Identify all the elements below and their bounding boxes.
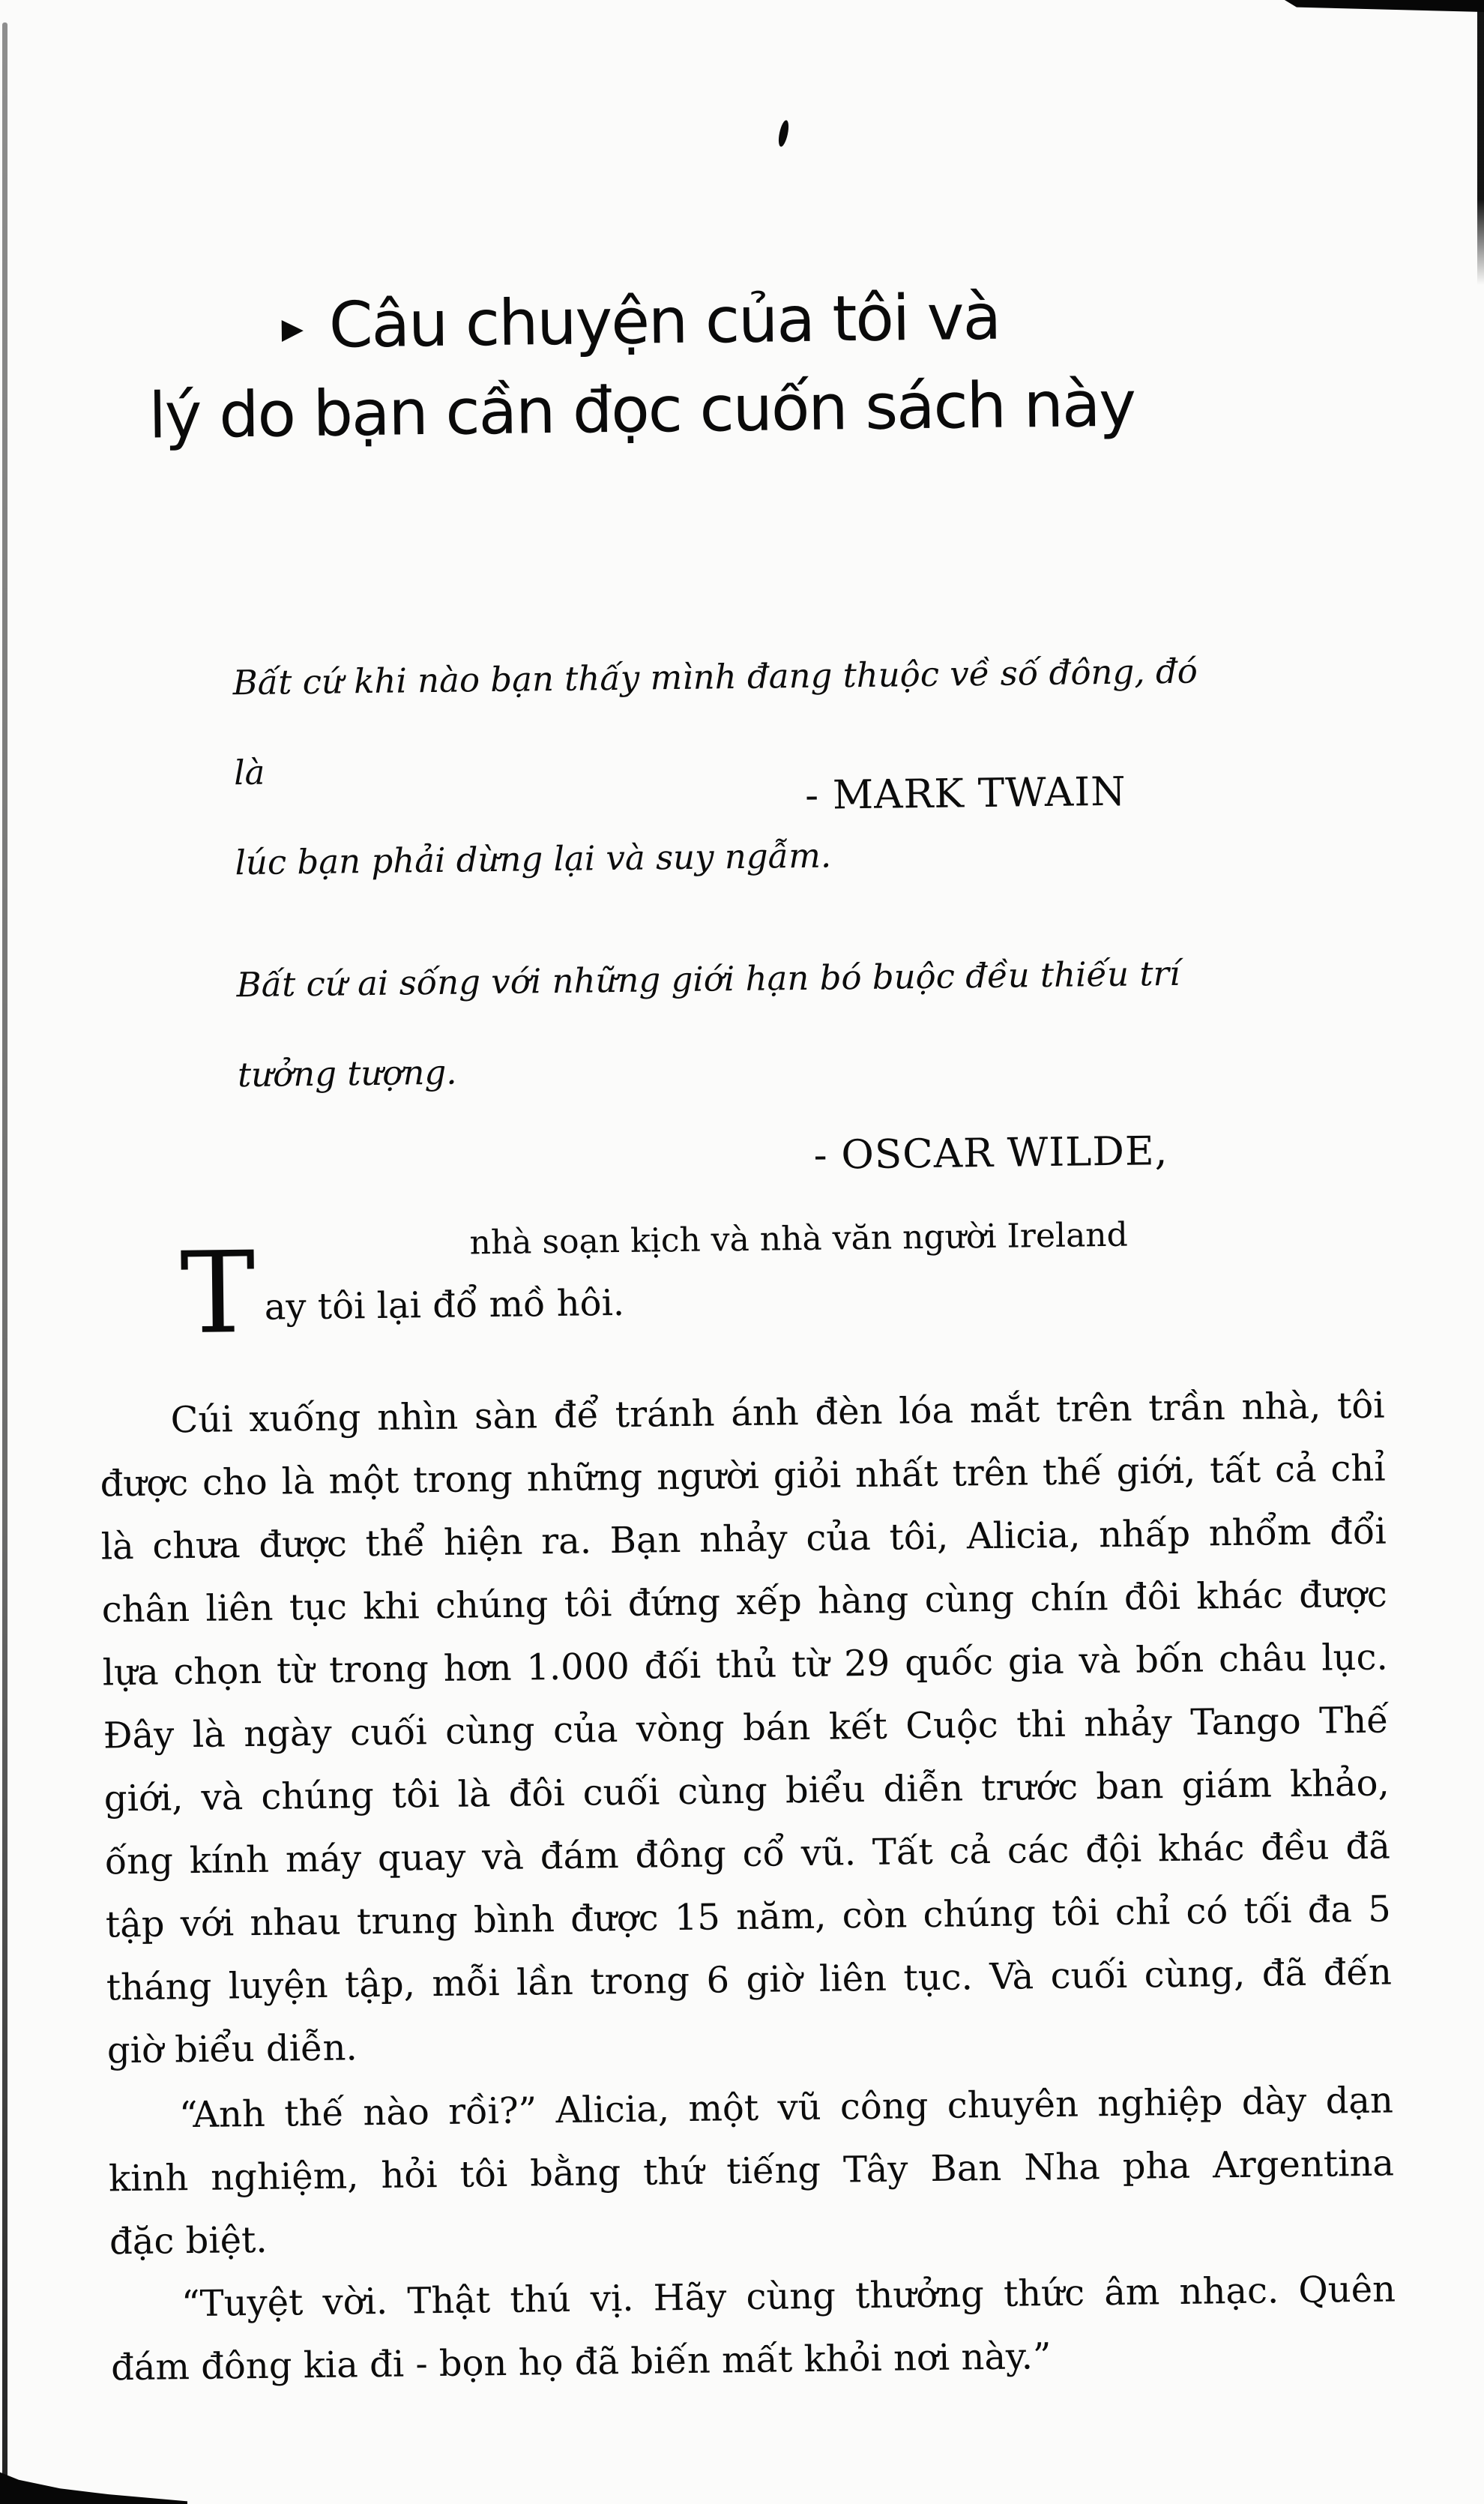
- body-line: giới, và chúng tôi là đôi cuối cùng biểu diễn trước ban giám khảo,: [103, 1762, 1390, 1820]
- chapter-title-line2: lý do bạn cần đọc cuốn sách này: [148, 367, 1135, 453]
- body-line: “Tuyệt vời. Thật thú vị. Hãy cùng thưởng thức âm nhạc. Quên: [181, 2268, 1396, 2326]
- body-line: chân liên tục khi chúng tôi đứng xếp hàng cùng chín đôi khác được: [101, 1573, 1387, 1631]
- body-line: giờ biểu diễn.: [106, 2026, 358, 2072]
- opening-sentence: ay tôi lại đổ mồ hôi.: [264, 1281, 625, 1328]
- body-line: tập với nhau trung bình được 15 năm, còn chúng tôi chỉ có tối đa 5: [105, 1888, 1392, 1946]
- epigraph-quote-wilde: [236, 928, 1235, 1120]
- body-line: kinh nghiệm, hỏi tôi bằng thứ tiếng Tây Ban Nha pha Argentina: [108, 2142, 1395, 2200]
- epigraph-line: lúc bạn phải dừng lại và suy ngẫm.: [235, 835, 832, 883]
- attribution-oscar-wilde: - OSCAR WILDE,: [813, 1128, 1168, 1179]
- body-line: đặc biệt.: [109, 2218, 268, 2263]
- scan-artifact-left-edge: [2, 22, 7, 2504]
- epigraph-line: Bất cứ khi nào bạn thấy mình đang thuộc về số đông, đó là: [232, 651, 1198, 793]
- body-line: tháng luyện tập, mỗi lần trong 6 giờ liên tục. Và cuối cùng, đã đến: [106, 1951, 1393, 2009]
- body-paragraph-3: [108, 2068, 1396, 2273]
- body-line: “Anh thế nào rồi?” Alicia, một vũ công chuyên nghiệp dày dạn: [178, 2079, 1394, 2137]
- body-line: là chưa được thể hiện ra. Bạn nhảy của tôi, Alicia, nhấp nhổm đổi: [100, 1510, 1387, 1568]
- epigraph-line: Bất cứ ai sống với những giới hạn bó buộc đều thiếu trí: [236, 953, 1180, 1005]
- scan-artifact-right-edge: [1477, 0, 1484, 285]
- body-line: Cúi xuống nhìn sàn để tránh ánh đèn lóa mắt trên trần nhà, tôi: [170, 1384, 1385, 1442]
- chapter-title-text1: Câu chuyện của tôi và: [328, 280, 1001, 362]
- body-paragraph-4: [110, 2257, 1397, 2399]
- chapter-title: [55, 270, 1227, 461]
- body-paragraph-2: [99, 1374, 1393, 2083]
- body-line: được cho là một trong những người giỏi nhất trên thế giới, tất cả chỉ: [100, 1447, 1386, 1505]
- attribution-mark-twain: - MARK TWAIN: [804, 768, 1126, 819]
- body-line: đám đông kia đi - bọn họ đã biến mất khỏi nơi này.”: [110, 2335, 1052, 2389]
- attribution-note: nhà soạn kịch và nhà văn người Ireland: [469, 1215, 1129, 1262]
- chapter-title-line1: [55, 270, 1225, 373]
- body-line: lựa chọn từ trong hơn 1.000 đối thủ từ 29 quốc gia và bốn châu lục.: [102, 1636, 1389, 1694]
- drop-cap: T: [179, 1227, 256, 1360]
- body-line: ống kính máy quay và đám đông cổ vũ. Tất cả các đội khác đều đã: [104, 1825, 1391, 1883]
- epigraph-line: tưởng tượng.: [237, 1052, 457, 1095]
- epigraph-quote-twain: [232, 626, 1232, 908]
- body-line: Đây là ngày cuối cùng của vòng bán kết Cuộc thi nhảy Tango Thế: [103, 1699, 1390, 1757]
- triangle-bullet-icon: ▶: [281, 312, 304, 346]
